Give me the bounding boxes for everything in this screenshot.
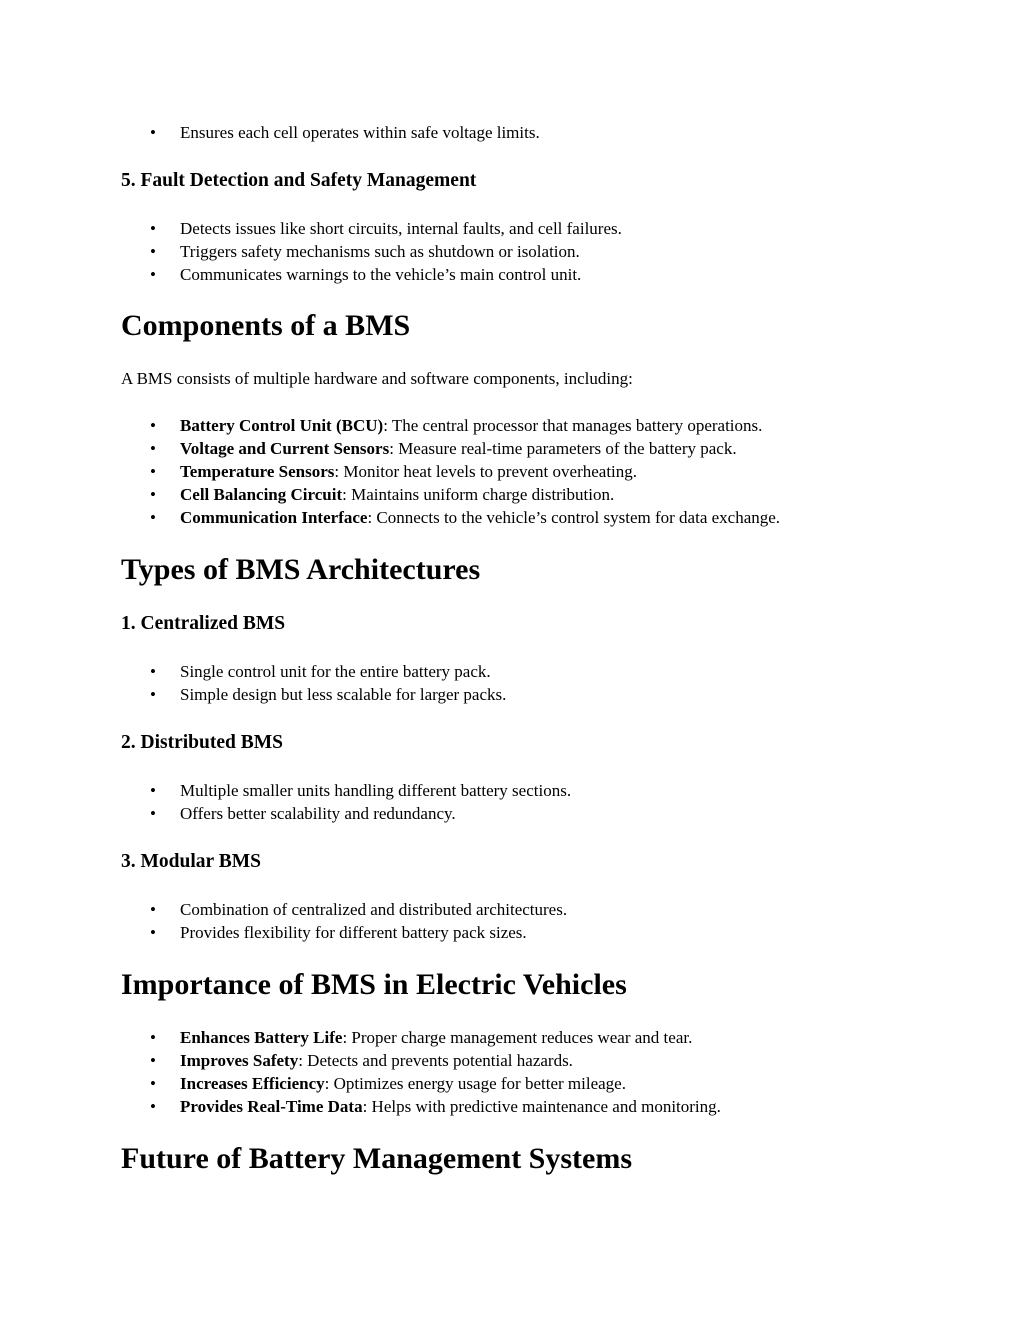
bullet-icon: • <box>150 1074 156 1093</box>
list-item <box>150 437 737 460</box>
types-heading: Types of BMS Architectures <box>121 553 481 586</box>
fault-detection-heading: 5. Fault Detection and Safety Management <box>121 170 477 191</box>
distributed-heading: 2. Distributed BMS <box>121 732 283 753</box>
bullet-icon: • <box>150 265 156 284</box>
list-item <box>150 414 763 437</box>
bullet-icon: • <box>150 508 156 527</box>
item-description: : Optimizes energy usage for better mileage. <box>324 1074 626 1093</box>
item-description: : Maintains uniform charge distribution. <box>342 485 615 504</box>
list-item <box>150 483 615 506</box>
bullet-icon: • <box>150 900 156 919</box>
item-term: Temperature Sensors <box>180 462 335 481</box>
bullet-icon: • <box>150 923 156 942</box>
modular-heading: 3. Modular BMS <box>121 851 261 872</box>
bullet-icon: • <box>150 416 156 435</box>
bullet-icon: • <box>150 804 156 823</box>
item-description: : Monitor heat levels to prevent overheating. <box>334 462 638 481</box>
item-term: Communication Interface <box>180 508 368 527</box>
bullet-icon: • <box>150 485 156 504</box>
bullet-icon: • <box>150 439 156 458</box>
item-term: Improves Safety <box>180 1051 299 1070</box>
bullet-icon: • <box>150 1028 156 1047</box>
bullet-icon: • <box>150 1097 156 1116</box>
bullet-icon: • <box>150 242 156 261</box>
list-item <box>150 1072 626 1095</box>
item-term: Increases Efficiency <box>180 1074 325 1093</box>
bullet-icon: • <box>150 685 156 704</box>
item-description: : Measure real-time parameters of the battery pack. <box>389 439 737 458</box>
list-item: • Triggers safety mechanisms such as shutdown or isolation. <box>150 242 580 261</box>
bullet-icon: • <box>150 123 156 142</box>
list-item: • Single control unit for the entire battery pack. <box>150 662 491 681</box>
components-heading: Components of a BMS <box>121 309 411 342</box>
bullet-icon: • <box>150 219 156 238</box>
item-term: Voltage and Current Sensors <box>180 439 390 458</box>
importance-heading: Importance of BMS in Electric Vehicles <box>121 968 627 1001</box>
list-item: • Simple design but less scalable for larger packs. <box>150 685 507 704</box>
item-description: : Proper charge management reduces wear and tear. <box>342 1028 693 1047</box>
bullet-icon: • <box>150 1051 156 1070</box>
item-description: : Connects to the vehicle’s control system for data exchange. <box>367 508 781 527</box>
list-item <box>150 460 638 483</box>
list-item: • Multiple smaller units handling different battery sections. <box>150 781 572 800</box>
item-term: Battery Control Unit (BCU) <box>180 416 384 435</box>
item-term: Enhances Battery Life <box>180 1028 343 1047</box>
bullet-icon: • <box>150 781 156 800</box>
list-item <box>150 506 781 529</box>
item-description: : The central processor that manages battery operations. <box>383 416 763 435</box>
list-item: • Communicates warnings to the vehicle’s main control unit. <box>150 265 582 284</box>
list-item: • Ensures each cell operates within safe voltage limits. <box>150 123 540 142</box>
list-item: • Combination of centralized and distributed architectures. <box>150 900 568 919</box>
future-heading: Future of Battery Management Systems <box>121 1142 633 1175</box>
item-term: Cell Balancing Circuit <box>180 485 343 504</box>
list-item <box>150 1095 721 1118</box>
components-intro: A BMS consists of multiple hardware and software components, including: <box>121 369 633 388</box>
item-description: : Detects and prevents potential hazards. <box>298 1051 573 1070</box>
item-term: Provides Real-Time Data <box>180 1097 363 1116</box>
list-item <box>150 1049 573 1072</box>
item-description: : Helps with predictive maintenance and monitoring. <box>362 1097 721 1116</box>
list-item: • Detects issues like short circuits, internal faults, and cell failures. <box>150 219 622 238</box>
centralized-heading: 1. Centralized BMS <box>121 613 286 634</box>
bullet-icon: • <box>150 462 156 481</box>
list-item: • Offers better scalability and redundancy. <box>150 804 456 823</box>
list-item <box>150 1026 693 1049</box>
list-item: • Provides flexibility for different battery pack sizes. <box>150 923 527 942</box>
bullet-icon: • <box>150 662 156 681</box>
